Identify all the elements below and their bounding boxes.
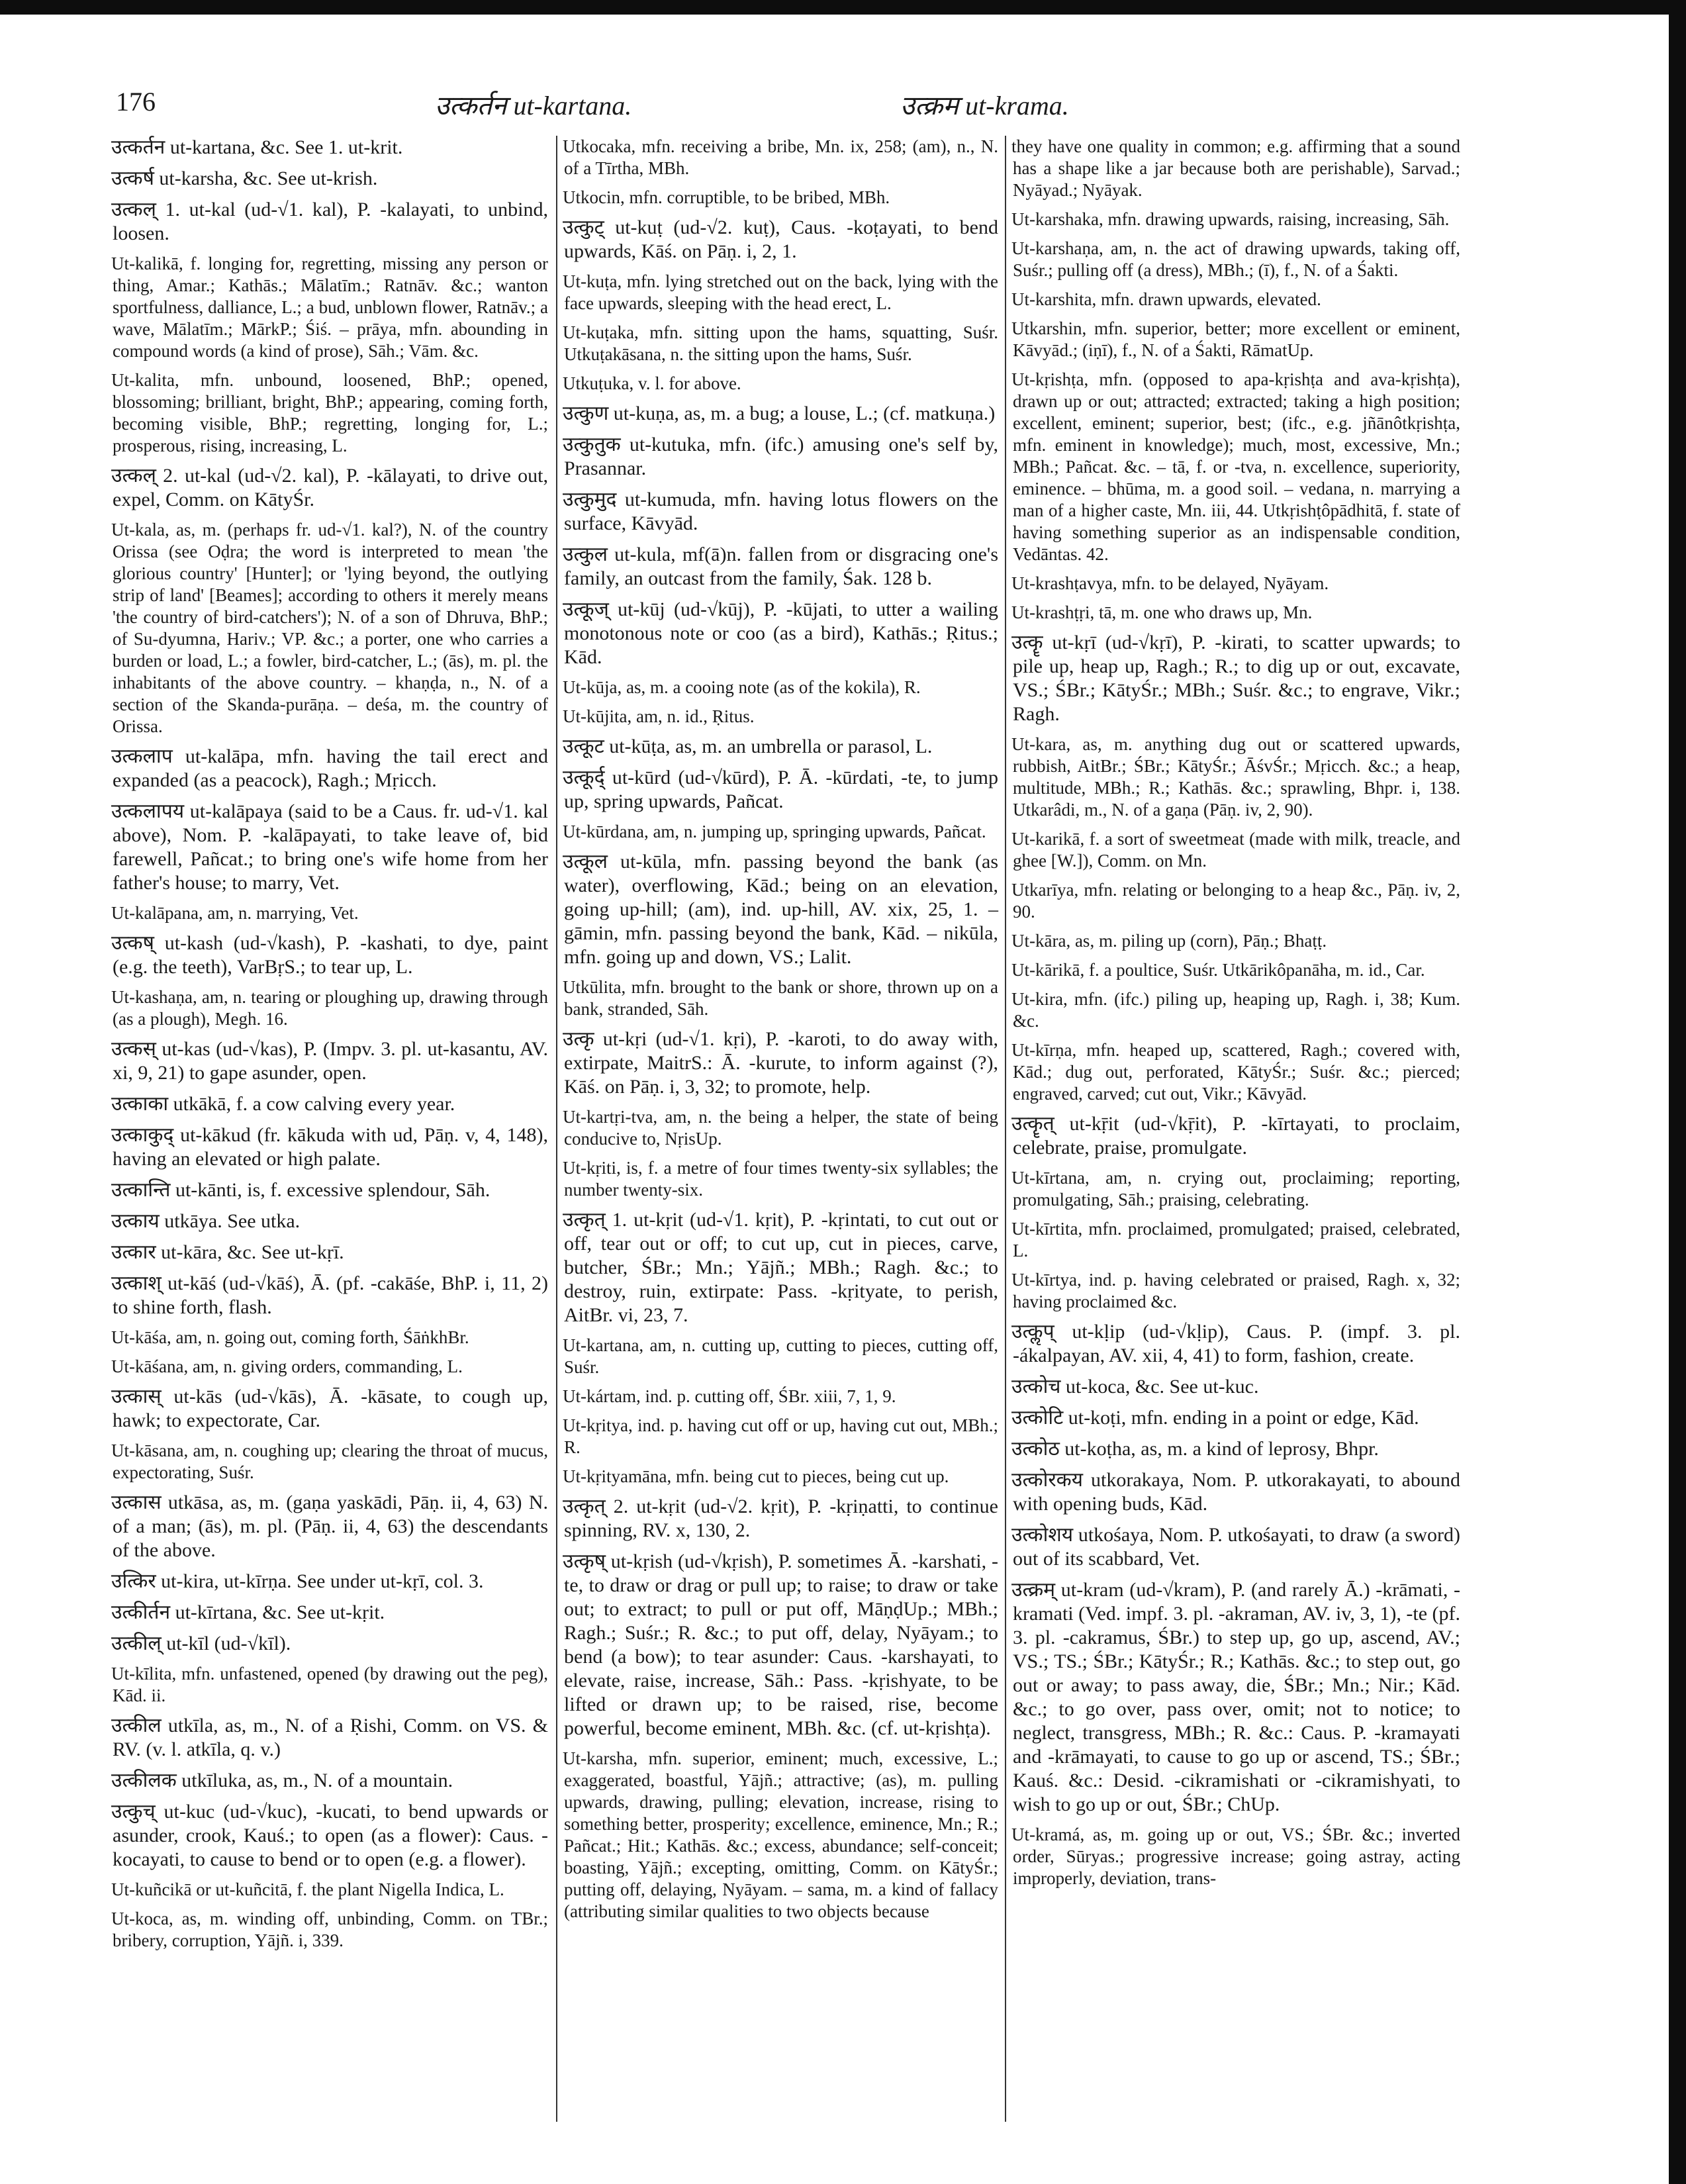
dictionary-entry: Ut-kīrtana, am, n. crying out, proclaiming; reporting, promulgating, Sāh.; praising, celebrating. xyxy=(1011,1168,1460,1210)
right-running-head: उत्क्रम ut-krama. xyxy=(900,91,1069,120)
dictionary-entry: Ut-kalita, mfn. unbound, loosened, BhP.; opened, blossoming; brilliant, bright, BhP.; appearing, coming forth, becoming visible, BhP.; regretting, longing for, L.; prosperous, rising, increasing, L. xyxy=(111,370,548,455)
page-header xyxy=(116,86,1642,126)
dictionary-entry: Ut-kira, mfn. (ifc.) piling up, heaping up, Ragh. i, 38; Kum. &c. xyxy=(1011,989,1460,1031)
dictionary-entry: Ut-karikā, f. a sort of sweetmeat (made with milk, treacle, and ghee [W.]), Comm. on Mn. xyxy=(1011,829,1460,871)
dictionary-entry: Utkarīya, mfn. relating or belonging to a heap &c., Pāṇ. iv, 2, 90. xyxy=(1011,880,1460,922)
dictionary-entry: Utkūlita, mfn. brought to the bank or shore, thrown up on a bank, stranded, Sāh. xyxy=(563,977,998,1019)
dictionary-entry: उत्कुट् ut-kuṭ (ud-√2. kuṭ), Caus. -koṭayati, to bend upwards, Kāś. on Pāṇ. i, 2, 1. xyxy=(563,216,998,262)
dictionary-entry: उत्कृत् 2. ut-kṛit (ud-√2. kṛit), P. -kṛiṇatti, to continue spinning, RV. x, 130, 2. xyxy=(563,1496,998,1541)
dictionary-entry: उत्कोशय utkośaya, Nom. P. utkośayati, to draw (a sword) out of its scabbard, Vet. xyxy=(1011,1524,1460,1570)
dictionary-entry: उत्कूर्द् ut-kūrd (ud-√kūrd), P. Ā. -kūrdati, -te, to jump up, spring upwards, Pañcat. xyxy=(563,767,998,812)
dictionary-entry: Ut-kūja, as, m. a cooing note (as of the kokila), R. xyxy=(563,677,921,697)
dictionary-entry: Ut-krashṭavya, mfn. to be delayed, Nyāyam. xyxy=(1011,573,1329,593)
dictionary-entry: Ut-kara, as, m. anything dug out or scattered upwards, rubbish, AitBr.; ŚBr.; KātyŚr.; ĀśvŚr.; Mṛicch. &c.; a heap, multitude, MBh.; R.; Kathās. &c.; sprawling, Bhpr. i, 138. Utkarâdi, m., N. of a gaṇa (Pāṇ. iv, 2, 90). xyxy=(1011,734,1460,820)
dictionary-entry: उत्कोच ut-koca, &c. See ut-kuc. xyxy=(1011,1376,1259,1398)
dictionary-entry: उत्कील utkīla, as, m., N. of a Ṛishi, Comm. on VS. & RV. (v. l. atkīla, q. v.) xyxy=(111,1715,548,1760)
dictionary-entry: Ut-kramá, as, m. going up or out, VS.; ŚBr. &c.; inverted order, Sūryas.; progressive increase; going astray, acting improperly, deviation, trans- xyxy=(1011,1825,1460,1888)
dictionary-entry: उत्कीर्तन ut-kīrtana, &c. See ut-kṛit. xyxy=(111,1601,385,1623)
dictionary-entry: Utkocaka, mfn. receiving a bribe, Mn. ix, 258; (am), n., N. of a Tīrtha, MBh. xyxy=(563,136,998,178)
left-running-head: उत्कर्तन ut-kartana. xyxy=(435,91,632,120)
dictionary-entry: Ut-kṛityamāna, mfn. being cut to pieces, being cut up. xyxy=(563,1466,949,1486)
dictionary-entry: उत्कान्ति ut-kānti, is, f. excessive splendour, Sāh. xyxy=(111,1179,491,1201)
dictionary-entry: Ut-kīrtya, ind. p. having celebrated or praised, Ragh. x, 32; having proclaimed &c. xyxy=(1011,1270,1460,1311)
dictionary-entry: Ut-kāśa, am, n. going out, coming forth, ŚāṅkhBr. xyxy=(111,1327,469,1347)
dictionary-entry: उत्कोठ ut-koṭha, as, m. a kind of leprosy, Bhpr. xyxy=(1011,1438,1379,1460)
dictionary-entry: उत्कर्ष ut-karsha, &c. See ut-krish. xyxy=(111,167,378,189)
dictionary-column-1 xyxy=(113,136,548,1959)
dictionary-entry: Ut-kīrṇa, mfn. heaped up, scattered, Ragh.; covered with, Kād.; dug out, perforated, KātyŚr.; Suśr. &c.; pierced; engraved, carved; cut out, Vikr.; Kāvyād. xyxy=(1011,1040,1460,1104)
scan-right-border xyxy=(1669,0,1686,2184)
dictionary-entry: उत्कास utkāsa, as, m. (gaṇa yaskādi, Pāṇ. ii, 4, 63) N. of a man; (ās), m. pl. (Pāṇ. ii, 4, 63) the descendants of the above. xyxy=(111,1492,548,1561)
dictionary-entry: उत्क्रम् ut-kram (ud-√kram), P. (and rarely Ā.) -krāmati, -kramati (Ved. impf. 3. pl. -akraman, AV. iv, 3, 1), -te (pf. 3. pl. -cakramus, ŚBr.) to step up, go up, ascend, AV.; VS.; TS.; ŚBr.; KātyŚr.; R.; Kathās. &c.; to step out, go out or away; to pass away, die, ŚBr.; Mn.; Nir.; Kād. &c.; to go over, pass over, omit; not to notice; to neglect, transgress, MBh.; R. &c.: Caus. P. -kramayati and -krāmayati, to cause to go up or ascend, TS.; ŚBr.; Kauś. &c.: Desid. -cikramishati or -cikramishyati, to wish to go up or out, ŚBr.; ChUp. xyxy=(1011,1579,1460,1815)
dictionary-entry: उत्काकुद् ut-kākud (fr. kākuda with ud, Pāṇ. v, 4, 148), having an elevated or high palate. xyxy=(111,1124,548,1170)
dictionary-entry: Ut-karsha, mfn. superior, eminent; much, excessive, L.; exaggerated, boastful, Yājñ.; attractive; (as), m. pulling upwards, drawing, pulling; elevation, increase, rising to something better, prosperity; excellence, eminence, Mn.; R.; Pañcat.; Hit.; Kathās. &c.; excess, abundance; self-conceit; boasting, Yājñ.; excepting, omitting, Comm. on KātyŚr.; putting off, delaying, Nyāyam. – sama, m. a kind of fallacy (attributing similar qualities to two objects because xyxy=(563,1748,998,1921)
dictionary-entry: Ut-krashṭṛi, tā, m. one who draws up, Mn. xyxy=(1011,602,1313,622)
dictionary-entry: Ut-kashaṇa, am, n. tearing or ploughing up, drawing through (as a plough), Megh. 16. xyxy=(111,987,548,1029)
dictionary-entry: उत्किर ut-kira, ut-kīrṇa. See under ut-kṛī, col. 3. xyxy=(111,1570,484,1592)
dictionary-entry: उत्कुमुद ut-kumuda, mfn. having lotus flowers on the surface, Kāvyād. xyxy=(563,489,998,534)
dictionary-entry: उत्कील् ut-kīl (ud-√kīl). xyxy=(111,1633,291,1654)
dictionary-entry: उत्कॢप् ut-kḷip (ud-√kḷip), Caus. P. (impf. 3. pl. -ákalpayan, AV. xii, 4, 41) to form, fashion, create. xyxy=(1011,1321,1460,1366)
dictionary-entry: उत्कॄत् ut-kṝit (ud-√kṝit), P. -kīrtayati, to proclaim, celebrate, praise, promulgate. xyxy=(1011,1113,1460,1159)
dictionary-entry: Ut-kūrdana, am, n. jumping up, springing upwards, Pañcat. xyxy=(563,822,986,841)
dictionary-entry: Ut-kāsana, am, n. coughing up; clearing the throat of mucus, expectorating, Suśr. xyxy=(111,1441,548,1482)
dictionary-entry: उत्काय utkāya. See utka. xyxy=(111,1210,301,1232)
dictionary-entry: उत्कूट ut-kūṭa, as, m. an umbrella or parasol, L. xyxy=(563,736,933,757)
column-rule-2 xyxy=(1005,136,1006,2122)
dictionary-entry: Ut-kartṛi-tva, am, n. the being a helper, the state of being conducive to, NṛisUp. xyxy=(563,1107,998,1149)
dictionary-entry: उत्कार ut-kāra, &c. See ut-kṛī. xyxy=(111,1241,344,1263)
dictionary-entry: Ut-kārikā, f. a poultice, Suśr. Utkārikôpanāha, m. id., Car. xyxy=(1011,960,1425,980)
dictionary-entry: उत्कोरकय utkorakaya, Nom. P. utkorakayati, to abound with opening buds, Kād. xyxy=(1011,1469,1460,1515)
dictionary-entry: उत्कृत् 1. ut-kṛit (ud-√1. kṛit), P. -kṛintati, to cut out or off, tear out or off; to cut up, cut in pieces, carve, butcher, ŚBr.; Mn.; Yājñ.; MBh.; Ragh. &c.; to destroy, ruin, extirpate: Pass. -kṛityate, to perish, AitBr. vi, 23, 7. xyxy=(563,1209,998,1326)
scan-top-border xyxy=(0,0,1686,15)
dictionary-entry: Ut-kartana, am, n. cutting up, cutting to pieces, cutting off, Suśr. xyxy=(563,1335,998,1377)
dictionary-entry: उत्कलापय ut-kalāpaya (said to be a Caus. fr. ud-√1. kal above), Nom. P. -kalāpayati, to take leave of, bid farewell, Pañcat.; to bring one's wife home from her father's house; to marry, Vet. xyxy=(111,800,548,894)
dictionary-entry: उत्कुच् ut-kuc (ud-√kuc), -kucati, to bend upwards or asunder, crook, Kauś.; to open (as a flower): Caus. -kocayati, to cause to bend or to open (e.g. a flower). xyxy=(111,1801,548,1870)
dictionary-entry: उत्कृष् ut-kṛish (ud-√kṛish), P. sometimes Ā. -karshati, -te, to draw or drag or pull up; to raise; to draw or take out; to extract; to pull or put off, MāṇḍUp.; MBh.; Ragh.; Suśr.; R. &c.; to put off, delay, Nyāyam.; to bend (a bow); to tear asunder: Caus. -karshayati, to elevate, raise, increase, Sāh.: Pass. -kṛishyate, to be lifted or drawn up; to be raised, rise, become powerful, become eminent, MBh. &c. (cf. ut-kṛishṭa). xyxy=(563,1550,998,1739)
dictionary-entry: Ut-kuṭa, mfn. lying stretched out on the back, lying with the face upwards, sleeping with the head erect, L. xyxy=(563,271,998,313)
dictionary-entry: Ut-karshaṇa, am, n. the act of drawing upwards, taking off, Suśr.; pulling off (a dress), MBh.; (ī), f., N. of a Śakti. xyxy=(1011,238,1460,280)
dictionary-entry: Utkocin, mfn. corruptible, to be bribed, MBh. xyxy=(563,187,890,207)
dictionary-entry: Ut-kuñcikā or ut-kuñcitā, f. the plant Nigella Indica, L. xyxy=(111,1879,504,1899)
dictionary-entry: Utkuṭuka, v. l. for above. xyxy=(563,373,741,393)
dictionary-entry: Ut-kalikā, f. longing for, regretting, missing any person or thing, Amar.; Kathās.; Mālatīm.; Ratnāv. &c.; wanton sportfulness, dalliance, L.; a bud, unblown flower, Ratnāv.; a wave, Mālatīm.; MārkP.; Śiś. – prāya, mfn. abounding in compound words (a kind of prose), Sāh.; Vām. &c. xyxy=(111,254,548,361)
dictionary-entry: Ut-kuṭaka, mfn. sitting upon the hams, squatting, Suśr. Utkuṭakāsana, n. the sitting upon the hams, Suśr. xyxy=(563,322,998,364)
dictionary-entry: उत्कस् ut-kas (ud-√kas), P. (Impv. 3. pl. ut-kasantu, AV. xi, 9, 21) to gape asunder, open. xyxy=(111,1038,548,1084)
dictionary-entry: they have one quality in common; e.g. affirming that a sound has a shape like a jar because both are perishable), Sarvad.; Nyāyad.; Nyāyak. xyxy=(1011,136,1460,200)
dictionary-entry: उत्कल् 1. ut-kal (ud-√1. kal), P. -kalayati, to unbind, loosen. xyxy=(111,199,548,244)
dictionary-entry: उत्कुल ut-kula, mf(ā)n. fallen from or disgracing one's family, an outcast from the family, Śak. 128 b. xyxy=(563,544,998,589)
dictionary-column-2 xyxy=(564,136,998,1930)
dictionary-entry: उत्कलाप ut-kalāpa, mfn. having the tail erect and expanded (as a peacock), Ragh.; Mṛicch. xyxy=(111,745,548,791)
dictionary-entry: Ut-kártam, ind. p. cutting off, ŚBr. xiii, 7, 1, 9. xyxy=(563,1386,896,1406)
dictionary-entry: Ut-koca, as, m. winding off, unbinding, Comm. on TBr.; bribery, corruption, Yājñ. i, 339. xyxy=(111,1909,548,1950)
dictionary-entry: उत्काका utkākā, f. a cow calving every year. xyxy=(111,1093,455,1115)
dictionary-entry: Ut-karshaka, mfn. drawing upwards, raising, increasing, Sāh. xyxy=(1011,209,1450,229)
dictionary-entry: उत्कूल ut-kūla, mfn. passing beyond the bank (as water), overflowing, Kād.; being on an elevation, going up-hill; (am), ind. up-hill, AV. xix, 25, 1. – gāmin, mfn. passing beyond the bank, Kād. – nikūla, mfn. going up and down, VS.; Lalit. xyxy=(563,851,998,968)
dictionary-entry: Ut-kāśana, am, n. giving orders, commanding, L. xyxy=(111,1356,463,1376)
dictionary-column-3 xyxy=(1013,136,1460,1897)
dictionary-entry: उत्कोटि ut-koṭi, mfn. ending in a point or edge, Kād. xyxy=(1011,1407,1419,1429)
dictionary-entry: उत्कास् ut-kās (ud-√kās), Ā. -kāsate, to cough up, hawk; to expectorate, Car. xyxy=(111,1386,548,1431)
dictionary-entry: Ut-kāra, as, m. piling up (corn), Pāṇ.; Bhaṭṭ. xyxy=(1011,931,1327,951)
dictionary-entry: उत्कॄ ut-kṛī (ud-√kṛī), P. -kirati, to scatter upwards; to pile up, heap up, Ragh.; R.; to dig up or out, excavate, VS.; ŚBr.; KātyŚr.; MBh.; Suśr. &c.; to engrave, Vikr.; Ragh. xyxy=(1011,632,1460,725)
page-number: 176 xyxy=(116,87,156,117)
dictionary-entry: उत्कल् 2. ut-kal (ud-√2. kal), P. -kālayati, to drive out, expel, Comm. on KātyŚr. xyxy=(111,465,548,510)
dictionary-entry: उत्काश् ut-kāś (ud-√kāś), Ā. (pf. -cakāśe, BhP. i, 11, 2) to shine forth, flash. xyxy=(111,1272,548,1318)
dictionary-entry: उत्कूज् ut-kūj (ud-√kūj), P. -kūjati, to utter a wailing monotonous note or coo (as a bird), Kathās.; Ṛitus.; Kād. xyxy=(563,598,998,668)
dictionary-entry: Ut-karshita, mfn. drawn upwards, elevated. xyxy=(1011,289,1321,309)
dictionary-entry: Ut-kṛitya, ind. p. having cut off or up, having cut out, MBh.; R. xyxy=(563,1415,998,1457)
dictionary-entry: Ut-kīrtita, mfn. proclaimed, promulgated; praised, celebrated, L. xyxy=(1011,1219,1460,1260)
dictionary-entry: Ut-kūjita, am, n. id., Ṛitus. xyxy=(563,706,755,726)
dictionary-entry: उत्कर्तन ut-kartana, &c. See 1. ut-krit. xyxy=(111,136,403,158)
dictionary-entry: उत्कष् ut-kash (ud-√kash), P. -kashati, to dye, paint (e.g. the teeth), VarBṛS.; to tear up, L. xyxy=(111,932,548,978)
dictionary-entry: Ut-kalāpana, am, n. marrying, Vet. xyxy=(111,903,359,923)
dictionary-entry: उत्कृ ut-kṛi (ud-√1. kṛi), P. -karoti, to do away with, extirpate, MaitrS.: Ā. -kurute, to inform against (?), Kāś. on Pāṇ. i, 3, 32; to promote, help. xyxy=(563,1028,998,1098)
dictionary-entry: उत्कुतुक ut-kutuka, mfn. (ifc.) amusing one's self by, Prasannar. xyxy=(563,434,998,479)
dictionary-entry: Ut-kṛishṭa, mfn. (opposed to apa-kṛishṭa and ava-kṛishṭa), drawn up or out; attracted; extracted; taking a high position; excellent, eminent; superior, best; (ifc., e.g. jñānôtkṛishṭa, mfn. eminent in knowledge); much, most, excessive, Mn.; MBh.; Pañcat. &c. – tā, f. or -tva, n. excellence, superiority, eminence. – bhūma, m. a good soil. – vedana, n. marrying a man of a higher caste, Mn. iii, 44. Utkṛishṭôpādhitā, f. state of having something superior as an indispensable condition, Vedāntas. 42. xyxy=(1011,369,1460,564)
dictionary-entry: Ut-kala, as, m. (perhaps fr. ud-√1. kal?), N. of the country Orissa (see Oḍra; the word is interpreted to mean 'the glorious country' [Hunter]; or 'lying beyond, the outlying strip of land' [Beames]; according to others it merely means 'the country of bird-catchers'); N. of a son of Dhruva, BhP.; of Su-dyumna, Hariv.; VP. &c.; a porter, one who carries a burden or load, L.; a fowler, bird-catcher, L.; (ās), m. pl. the inhabitants of the above country. – khaṇḍa, n., N. of a section of the Skanda-purāṇa. – deśa, m. the country of Orissa. xyxy=(111,520,548,736)
dictionary-entry: Ut-kṛiti, is, f. a metre of four times twenty-six syllables; the number twenty-six. xyxy=(563,1158,998,1200)
column-rule-1 xyxy=(556,136,557,2122)
dictionary-entry: उत्कुण ut-kuṇa, as, m. a bug; a louse, L.; (cf. matkuṇa.) xyxy=(563,403,996,424)
dictionary-entry: Utkarshin, mfn. superior, better; more excellent or eminent, Kāvyād.; (iṇī), f., N. of a Śakti, RāmatUp. xyxy=(1011,318,1460,360)
dictionary-entry: Ut-kīlita, mfn. unfastened, opened (by drawing out the peg), Kād. ii. xyxy=(111,1664,548,1705)
dictionary-entry: उत्कीलक utkīluka, as, m., N. of a mountain. xyxy=(111,1770,453,1791)
